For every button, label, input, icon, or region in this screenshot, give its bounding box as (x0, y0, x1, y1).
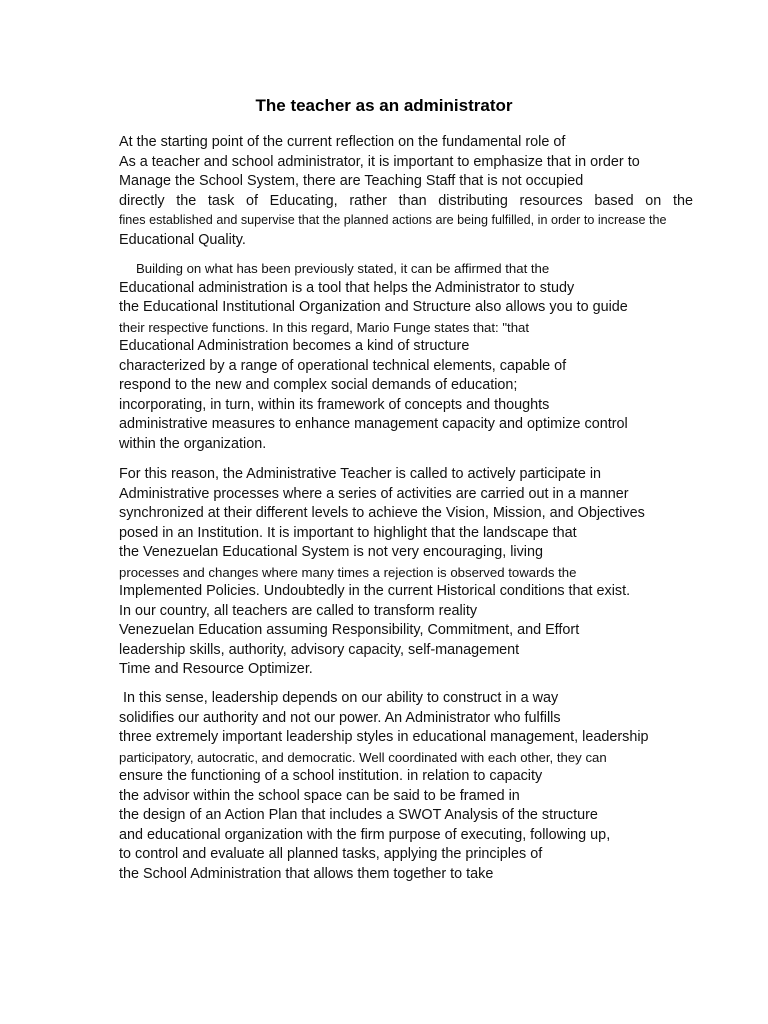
paragraph-line: within the organization. (119, 435, 267, 452)
paragraph-line: the design of an Action Plan that includes a SWOT Analysis of the structure (119, 807, 598, 823)
paragraph-line: leadership skills, authority, advisory capacity, self-management (119, 641, 520, 658)
paragraph-line: to control and evaluate all planned tasks, applying the principles of (119, 846, 543, 862)
paragraph-line: the School Administration that allows them together to take (119, 865, 494, 882)
paragraph-line: For this reason, the Administrative Teacher is called to actively participate in (119, 466, 602, 482)
paragraph-line: ensure the functioning of a school institution. in relation to capacity (119, 768, 543, 784)
paragraph-line: At the starting point of the current reflection on the fundamental role of (119, 134, 566, 150)
paragraph-line: and educational organization with the firm purpose of executing, following up, (119, 826, 611, 843)
paragraph-line: characterized by a range of operational technical elements, capable of (119, 357, 567, 374)
paragraph-line: Manage the School System, there are Teaching Staff that is not occupied (119, 173, 584, 189)
paragraph-line: fines established and supervise that the planned actions are being fulfilled, in order to increase the (119, 213, 667, 227)
paragraph-1 (119, 133, 693, 250)
paragraph-line: In our country, all teachers are called to transform reality (119, 602, 478, 619)
paragraph-line: Venezuelan Education assuming Responsibility, Commitment, and Effort (119, 622, 580, 638)
document-title: The teacher as an administrator (255, 96, 513, 115)
paragraph-line: three extremely important leadership styles in educational management, leadership (119, 729, 649, 745)
paragraph-line: participatory, autocratic, and democratic. Well coordinated with each other, they can (119, 749, 607, 765)
paragraph-line: As a teacher and school administrator, it is important to emphasize that in order to (119, 153, 640, 170)
paragraph-line: Educational Quality. (119, 231, 246, 248)
paragraph-line: posed in an Institution. It is important to highlight that the landscape that (119, 524, 577, 541)
paragraph-line: processes and changes where many times a rejection is observed towards the (119, 564, 577, 580)
paragraph-line: Educational administration is a tool that helps the Administrator to study (119, 279, 575, 296)
paragraph-line: Building on what has been previously stated, it can be affirmed that the (136, 261, 550, 276)
paragraph-line: directly the task of Educating, rather than distributing resources based on the (119, 192, 693, 209)
paragraph-line: the advisor within the school space can be said to be framed in (119, 787, 520, 804)
paragraph-line: the Venezuelan Educational System is not very encouraging, living (119, 544, 543, 560)
paragraph-line: In this sense, leadership depends on our ability to construct in a way (123, 690, 559, 706)
paragraph-line: incorporating, in turn, within its framework of concepts and thoughts (119, 396, 550, 413)
paragraph-line: Implemented Policies. Undoubtedly in the current Historical conditions that exist. (119, 583, 631, 599)
paragraph-line: Time and Resource Optimizer. (119, 661, 313, 677)
paragraph-2 (119, 259, 693, 454)
paragraph-line: Administrative processes where a series of activities are carried out in a manner (119, 485, 629, 502)
paragraph-line: solidifies our authority and not our power. An Administrator who fulfills (119, 709, 561, 726)
paragraph-line: administrative measures to enhance management capacity and optimize control (119, 416, 628, 432)
paragraph-line: Educational Administration becomes a kind of structure (119, 338, 470, 354)
paragraph-line: their respective functions. In this regard, Mario Funge states that: "that (119, 319, 530, 335)
paragraph-3 (119, 465, 693, 680)
paragraph-4 (119, 689, 693, 884)
paragraph-line: respond to the new and complex social demands of education; (119, 377, 518, 393)
paragraph-line: the Educational Institutional Organization and Structure also allows you to guide (119, 299, 628, 315)
paragraph-line: synchronized at their different levels to achieve the Vision, Mission, and Objectives (119, 505, 645, 521)
